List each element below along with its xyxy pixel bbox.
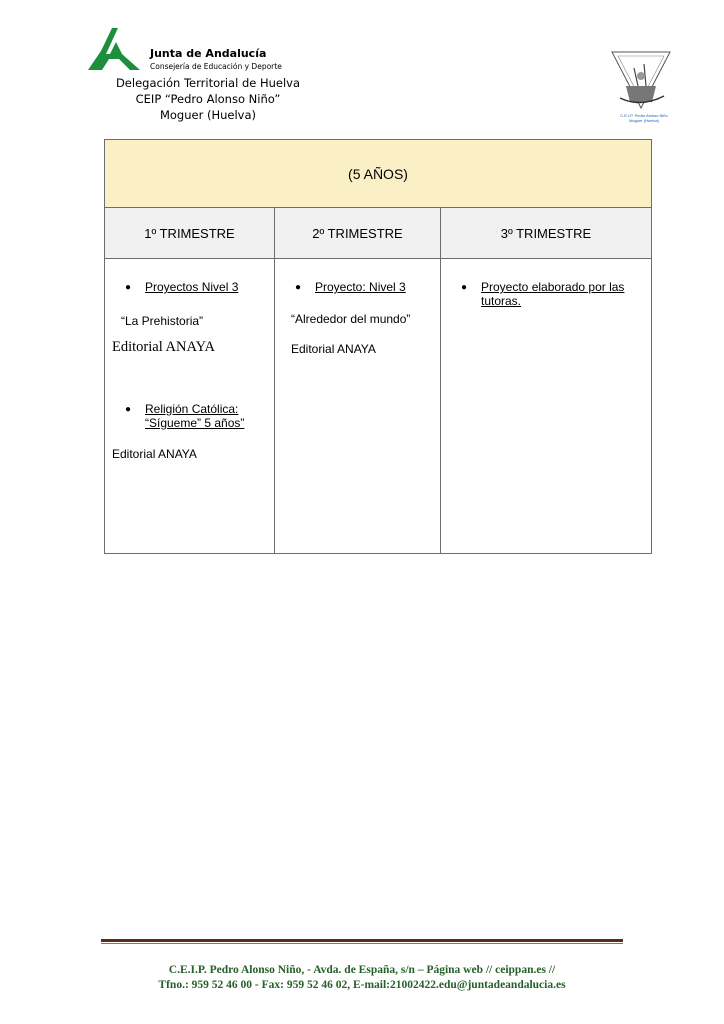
column-header-2: 2º TRIMESTRE [275,208,441,259]
footer-divider-thin [101,943,623,944]
column-header-1: 1º TRIMESTRE [105,208,275,259]
bullet-icon: ● [294,282,301,293]
project-title: “La Prehistoria” [121,314,204,328]
project-label-line-2: tutoras. [481,294,522,308]
org-name: Junta de Andalucía [150,47,267,60]
footer-line-1: C.E.I.P. Pedro Alonso Niño, - Avda. de España, s/n – Página web // ceippan.es // [168,964,556,976]
trimester-1-cell [105,259,275,554]
list-item [275,280,440,295]
header-line-3: Moguer (Huelva) [159,108,257,122]
trimester-3-cell [441,259,652,554]
list-item [105,402,274,430]
publisher: Editorial ANAYA [112,339,215,355]
junta-andalucia-logo-icon [88,26,140,72]
school-logo-caption-line-2: Moguer (Huelva) [629,118,659,123]
bullet-icon: ● [460,282,467,293]
header-line-2: CEIP “Pedro Alonso Niño” [135,92,281,106]
footer-line-2: Tfno.: 959 52 46 00 - Fax: 959 52 46 02, E-mail:21002422.edu@juntadeandalucia.es [158,979,566,991]
org-subtitle: Consejería de Educación y Deporte [150,62,282,71]
footer-divider [101,939,623,942]
bullet-icon: ● [124,404,131,415]
trimester-2-cell [275,259,441,554]
publisher: Editorial ANAYA [112,447,197,461]
school-logo-caption [614,113,674,123]
religion-label-line-1: Religión Católica: [145,402,239,416]
table-title: (5 AÑOS) [105,140,652,208]
publisher: Editorial ANAYA [291,342,376,356]
list-item [105,280,274,295]
project-label [481,280,624,308]
religion-label [145,402,244,430]
header-address [108,75,308,123]
project-title: “Alrededor del mundo” [291,312,411,326]
trimester-table [104,139,652,554]
column-header-3: 3º TRIMESTRE [441,208,652,259]
religion-label-line-2: “Sígueme” 5 años” [145,416,245,430]
project-label: Proyecto: Nivel 3 [315,280,406,294]
list-item [441,280,651,308]
school-logo-caption-line-1: C.E.I.P. Pedro Alonso Niño [620,113,668,118]
bullet-icon: ● [124,282,131,293]
project-label-line-1: Proyecto elaborado por las [481,280,625,294]
project-label: Proyectos Nivel 3 [145,280,239,294]
footer [100,963,624,993]
header-line-1: Delegación Territorial de Huelva [115,76,301,90]
